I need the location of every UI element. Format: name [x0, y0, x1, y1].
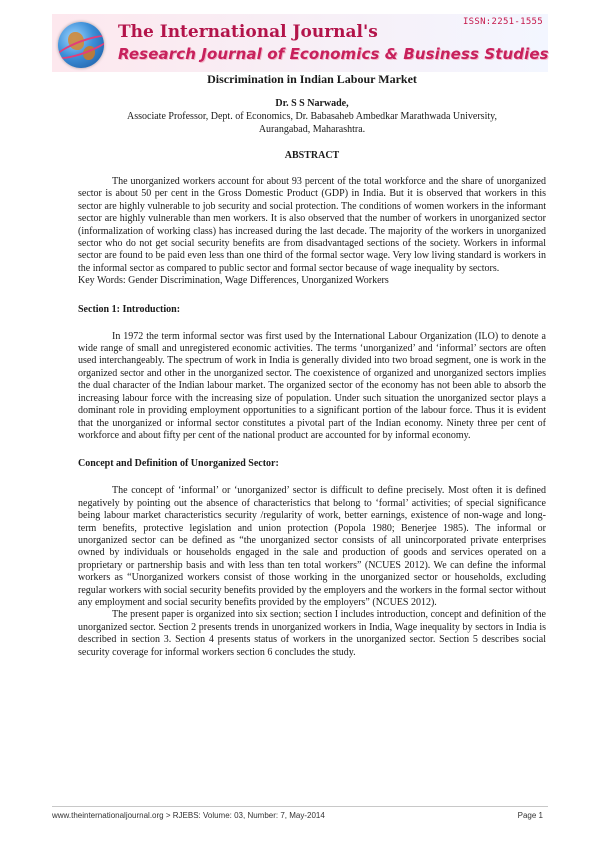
journal-name: The International Journal's [118, 22, 378, 42]
paper-body [78, 72, 546, 659]
affiliation-line-1: Associate Professor, Dept. of Economics, Dr. Babasaheb Ambedkar Marathwada University, [127, 111, 497, 122]
section-1-heading: Section 1: Introduction: [78, 303, 181, 315]
globe-logo-icon [58, 22, 104, 68]
page-number: Page 1 [517, 811, 543, 820]
section-2-paragraph-1: The concept of ‘informal’ or ‘unorganized’ sector is difficult to define precisely. Most often it is defined negatively by pointing out the absence of characteristics that belong to ‘formal’ activities; of special significance being labour market characteristics security /regularity of work, better earnings, existence of non-wage and long-term benefits, protective legislation and union protection (Popola 1980; Benerjee 1985). The informal or unorganized sector can be defined as “the unorganized sector consists of all unincorporated private enterprises owned by individuals or households engaged in the sale and production of goods and services operated on a proprietary or partnership basis and with less than ten total workers” (NCUES 2012). We can define the informal workers as “Unorganized workers consist of those working in the unorganized sector or households, excluding regular workers with social security benefits provided by the employers and the workers in the formal sector without any employment and social security benefits provided by the employers” (NCUES 2012). [78, 485, 546, 608]
paper-title: Discrimination in Indian Labour Market [207, 72, 417, 86]
section-1-paragraph: In 1972 the term informal sector was first used by the International Labour Organization (ILO) to denote a wide range of small and unregistered economic activities. The terms ‘unorganized’ and ‘informal’ sectors are often used interchangeably. The spectrum of work in India is generally divided into two broad segment, one is work in the organized sector and other in the unorganized sector. The coexistence of organized and unorganized sectors implies the dual character of the Indian labour market. The organized sector of the economy has not been able to absorb the increasing labour force with the increasing size of population. Under such situation the unorganized sector plays a dominant role in providing employment opportunities to a significant portion of the labour force. Thus it is evident that the unorganized or informal sector constitutes a pivotal part of the Indian economy. Ninety three per cent of workforce and about fifty per cent of the national product are accounted for by informal economy. [78, 330, 546, 441]
section-2-heading: Concept and Definition of Unorganized Sector: [78, 458, 279, 470]
section-2-paragraph-2: The present paper is organized into six section; section I includes introduction, concept and definition of the unorganized sector. Section 2 presents trends in unorganized workers in India, Wage inequality by sectors in India is described in section 3. Section 4 presents status of workers in the unorganized sector. Section 5 describes social security coverage for informal workers section 6 concludes the study. [78, 609, 546, 658]
author-name: Dr. S S Narwade, [275, 98, 349, 109]
journal-series-title: Research Journal of Economics & Business Studies [118, 45, 549, 63]
abstract-text: The unorganized workers account for about 93 percent of the total workforce and the share of unorganized sector is about 50 per cent in the Gross Domestic Product (GDP) in India. But it is observed that workers in this sector are highly vulnerable to job security and social protection. The conditions of women workers in the informant sector are highly vulnerable than men workers. It is also observed that the number of workers in unorganized sector (informalization of working class) has increased during the last decade. The majority of the workers in unorganized sector who do not get social security benefits are from disadvantaged sections of the society. Workers in informal sector are found to be paid even less than one third of the formal sector wage. Very low living standard is workers in the informal sector as compared to public sector and formal sector because of wage inequality by sectors. [78, 176, 546, 274]
issn-label: ISSN:2251-1555 [462, 17, 543, 27]
footer-divider [52, 806, 548, 807]
affiliation-line-2: Aurangabad, Maharashtra. [258, 124, 366, 135]
abstract-heading: ABSTRACT [284, 150, 340, 161]
footer-citation: www.theinternationaljournal.org > RJEBS: Volume: 03, Number: 7, May-2014 [52, 811, 325, 820]
keywords: Key Words: Gender Discrimination, Wage Differences, Unorganized Workers [78, 275, 389, 287]
